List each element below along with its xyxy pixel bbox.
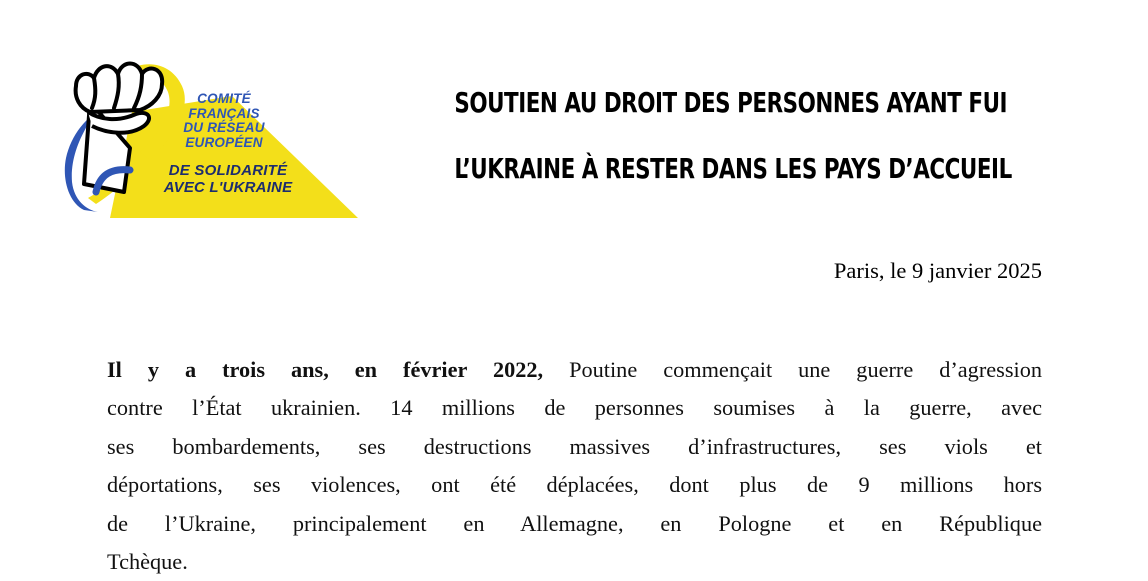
paragraph-line-1 — [107, 351, 1042, 389]
paragraph-lead: Il y a trois ans, en février 2022, — [107, 357, 544, 382]
logo-line-5: DE SOLIDARITÉ — [168, 162, 288, 179]
logo — [36, 52, 360, 224]
logo-text-lower — [152, 163, 304, 196]
paragraph-line-2: contre l’État ukrainien. 14 millions de personnes soumises à la guerre, avec — [107, 395, 1042, 421]
title-line-2: L’UKRAINE À RESTER DANS LES PAYS D’ACCUEIL — [454, 153, 1012, 185]
logo-line-3: DU RÉSEAU — [183, 120, 265, 135]
logo-line-6: AVEC L'UKRAINE — [163, 178, 293, 196]
logo-line-1: COMITÉ — [197, 91, 251, 106]
date-line: Paris, le 9 janvier 2025 — [833, 258, 1042, 283]
body-paragraph — [107, 351, 1042, 581]
paragraph-line-4: déportations, ses violences, ont été déplacées, dont plus de 9 millions hors — [107, 472, 1042, 498]
logo-line-4: EUROPÉEN — [185, 134, 263, 150]
paragraph-line-1-rest: Poutine commençait une guerre d’agression — [543, 357, 1042, 382]
logo-text-upper — [172, 92, 276, 150]
paragraph-line-6: Tchèque. — [107, 549, 188, 575]
title-line-1: SOUTIEN AU DROIT DES PERSONNES AYANT FUI — [454, 87, 1008, 119]
page-title — [454, 70, 1012, 202]
paragraph-line-3: ses bombardements, ses destructions massives d’infrastructures, ses viols et — [107, 433, 1042, 459]
paragraph-line-5: de l’Ukraine, principalement en Allemagne, en Pologne et en République — [107, 510, 1042, 536]
logo-line-2: FRANÇAIS — [188, 105, 260, 121]
